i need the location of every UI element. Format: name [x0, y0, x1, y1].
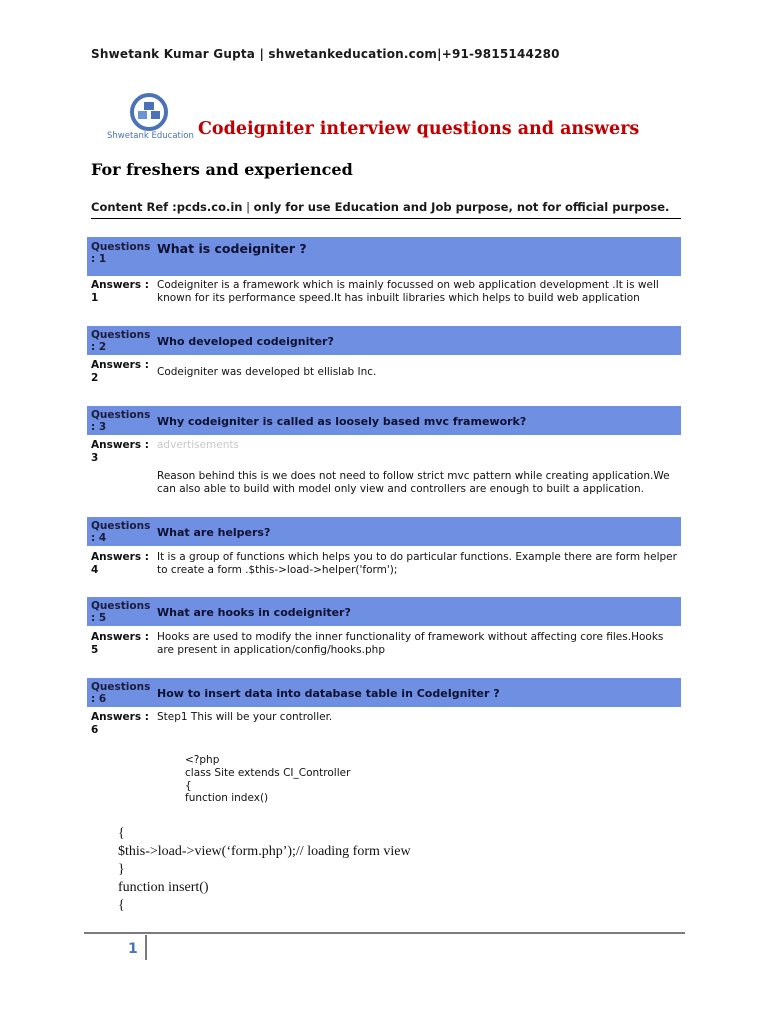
question-label: Questions : 5 [91, 600, 151, 624]
question-label: Questions : 4 [91, 520, 151, 544]
code-line: { [118, 898, 125, 913]
code-line: { [185, 780, 192, 792]
content-reference [91, 200, 669, 214]
content-ref-separator: | [242, 200, 254, 214]
content-ref-source: Content Ref :pcds.co.in [91, 200, 243, 214]
question-bar-6 [87, 678, 681, 707]
answer-label: Answers : 3 [91, 439, 149, 464]
code-line: $this->load->view(‘form.php’);// loading form view [118, 844, 411, 859]
question-bar-1 [87, 237, 681, 276]
footer-divider [84, 932, 685, 934]
answer-label: Answers : 5 [91, 631, 149, 656]
answer-text: It is a group of functions which helps you to do particular functions. Example there are form helper to create a form .$this->load->helper('form'); [157, 551, 677, 576]
page-header: Shwetank Kumar Gupta | shwetankeducation.com|+91-9815144280 [91, 47, 560, 61]
code-line: function index() [185, 792, 269, 804]
code-line: function insert() [118, 880, 209, 895]
answer-text: Step1 This will be your controller. [157, 711, 333, 723]
code-line: class Site extends CI_Controller [185, 767, 351, 779]
question-label: Questions : 6 [91, 681, 151, 705]
question-label: Questions : 2 [91, 329, 151, 353]
page-number-bar [145, 935, 147, 960]
answer-label: Answers : 2 [91, 359, 149, 384]
content-ref-note: only for use Education and Job purpose, not for official purpose. [253, 200, 670, 214]
document-title: Codeigniter interview questions and answers [198, 119, 640, 139]
document-subtitle: For freshers and experienced [91, 160, 353, 179]
answer-text: Reason behind this is we does not need to follow strict mvc pattern while creating application.We can also able to build with model only view and controllers are enough to built a application. [157, 470, 670, 495]
logo-text: Shwetank Education [107, 131, 194, 141]
answer-label: Answers : 6 [91, 711, 149, 736]
question-bar-3 [87, 406, 681, 435]
answer-label: Answers : 1 [91, 279, 149, 304]
question-label: Questions : 3 [91, 409, 151, 433]
question-text: Why codeigniter is called as loosely based mvc framework? [157, 415, 527, 428]
question-text: How to insert data into database table in CodeIgniter ? [157, 687, 500, 700]
advertisement-placeholder: advertisements [157, 439, 239, 451]
page-number: 1 [128, 941, 138, 957]
answer-text: Codeigniter is a framework which is mainly focussed on web application development .It is well known for its performance speed.It has inbuilt libraries which helps to build web application [157, 279, 659, 304]
code-line: } [118, 862, 125, 877]
answer-text: Hooks are used to modify the inner functionality of framework without affecting core files.Hooks are present in application/config/hooks.php [157, 631, 664, 656]
question-bar-4 [87, 517, 681, 546]
header-divider [91, 218, 681, 219]
question-bar-2 [87, 326, 681, 355]
answer-text: Codeigniter was developed bt ellislab Inc. [157, 366, 377, 378]
code-line: { [118, 826, 125, 841]
question-text: What is codeigniter ? [157, 241, 307, 256]
code-line: <?php [185, 754, 220, 766]
question-bar-5 [87, 597, 681, 626]
question-text: What are hooks in codeigniter? [157, 606, 351, 619]
answer-label: Answers : 4 [91, 551, 149, 576]
question-text: Who developed codeigniter? [157, 335, 334, 348]
question-text: What are helpers? [157, 526, 271, 539]
question-label: Questions : 1 [91, 241, 151, 265]
